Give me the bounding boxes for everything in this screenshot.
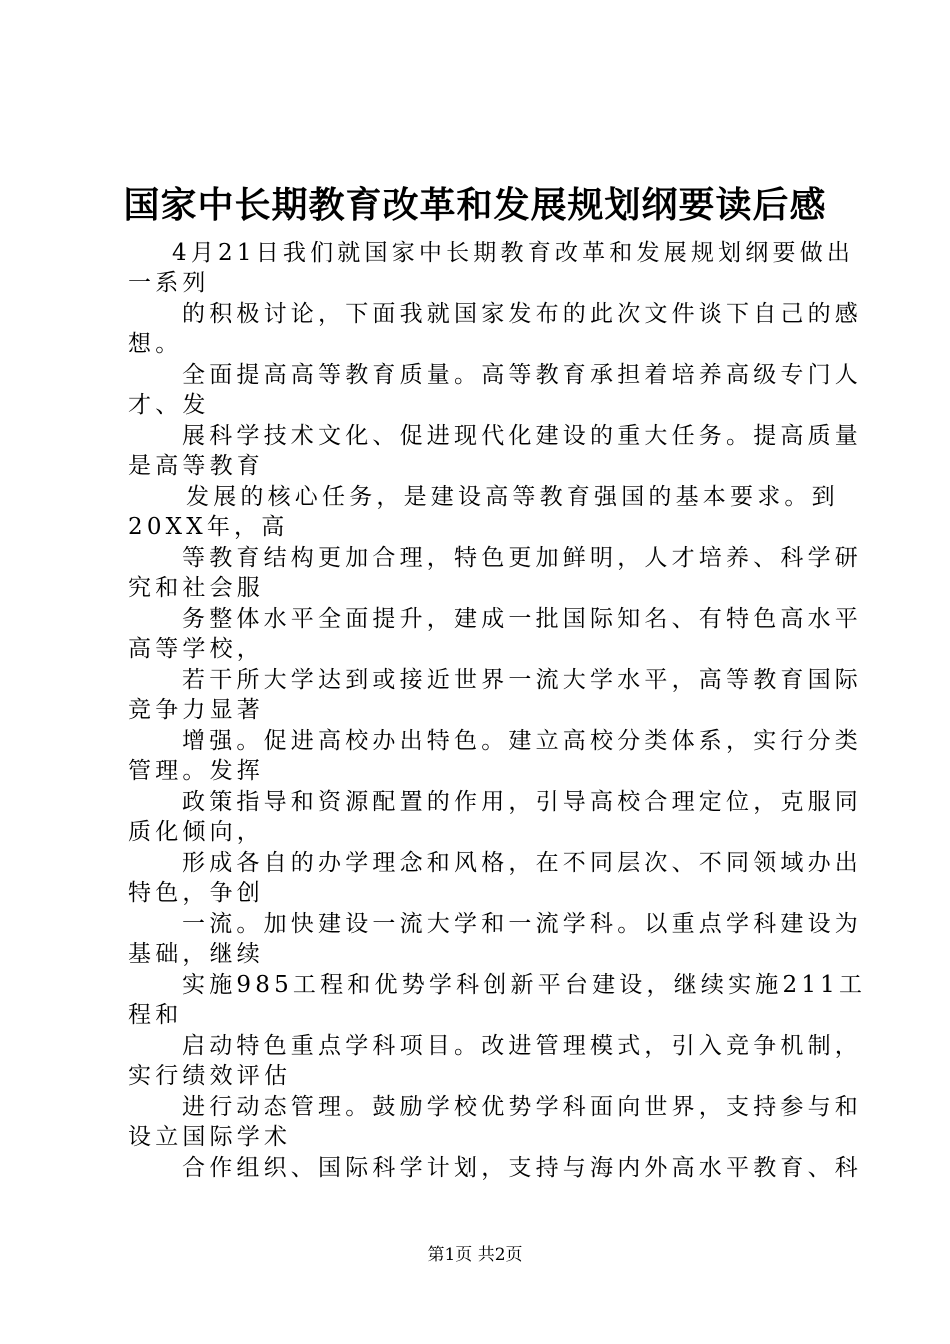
body-line: 实施985工程和优势学科创新平台建设，继续实施211工	[182, 972, 867, 998]
body-line: 设立国际学术	[128, 1124, 292, 1150]
body-line: 全面提高高等教育质量。高等教育承担着培养高级专门人	[182, 362, 862, 388]
body-line: 20XX年，高	[128, 514, 289, 540]
body-line: 才、发	[128, 392, 210, 418]
body-line: 基础，继续	[128, 941, 264, 967]
body-line: 是高等教育	[128, 453, 264, 479]
page-number: 第1页 共2页	[427, 1245, 523, 1265]
body-line: 若干所大学达到或接近世界一流大学水平，高等教育国际	[182, 667, 862, 693]
body-line: 进行动态管理。鼓励学校优势学科面向世界，支持参与和	[182, 1094, 862, 1120]
body-line: 政策指导和资源配置的作用，引导高校合理定位，克服同	[182, 789, 862, 815]
body-line: 增强。促进高校办出特色。建立高校分类体系，实行分类	[182, 728, 862, 754]
body-line: 程和	[128, 1002, 183, 1028]
body-line: 启动特色重点学科项目。改进管理模式，引入竞争机制，	[182, 1033, 862, 1059]
body-line: 展科学技术文化、促进现代化建设的重大任务。提高质量	[182, 423, 862, 449]
body-line: 的积极讨论，下面我就国家发布的此次文件谈下自己的感	[182, 301, 862, 327]
body-line: 合作组织、国际科学计划，支持与海内外高水平教育、科	[182, 1155, 862, 1181]
body-line: 一系列	[128, 270, 210, 296]
body-line: 竞争力显著	[128, 697, 264, 723]
body-line: 高等学校，	[128, 636, 264, 662]
body-line: 想。	[128, 331, 183, 357]
body-line: 特色，争创	[128, 880, 264, 906]
body-line: 务整体水平全面提升，建成一批国际知名、有特色高水平	[182, 606, 862, 632]
body-line: 等教育结构更加合理，特色更加鲜明，人才培养、科学研	[182, 545, 862, 571]
body-line: 实行绩效评估	[128, 1063, 292, 1089]
document-title: 国家中长期教育改革和发展规划纲要读后感	[123, 184, 827, 226]
body-line: 质化倾向，	[128, 819, 264, 845]
body-line: 管理。发挥	[128, 758, 264, 784]
body-line: 究和社会服	[128, 575, 264, 601]
body-line: 一流。加快建设一流大学和一流学科。以重点学科建设为	[182, 911, 862, 937]
body-line: 形成各自的办学理念和风格，在不同层次、不同领域办出	[182, 850, 862, 876]
body-line: 发展的核心任务，是建设高等教育强国的基本要求。到	[186, 484, 839, 510]
body-line: 4月21日我们就国家中长期教育改革和发展规划纲要做出	[172, 240, 855, 266]
